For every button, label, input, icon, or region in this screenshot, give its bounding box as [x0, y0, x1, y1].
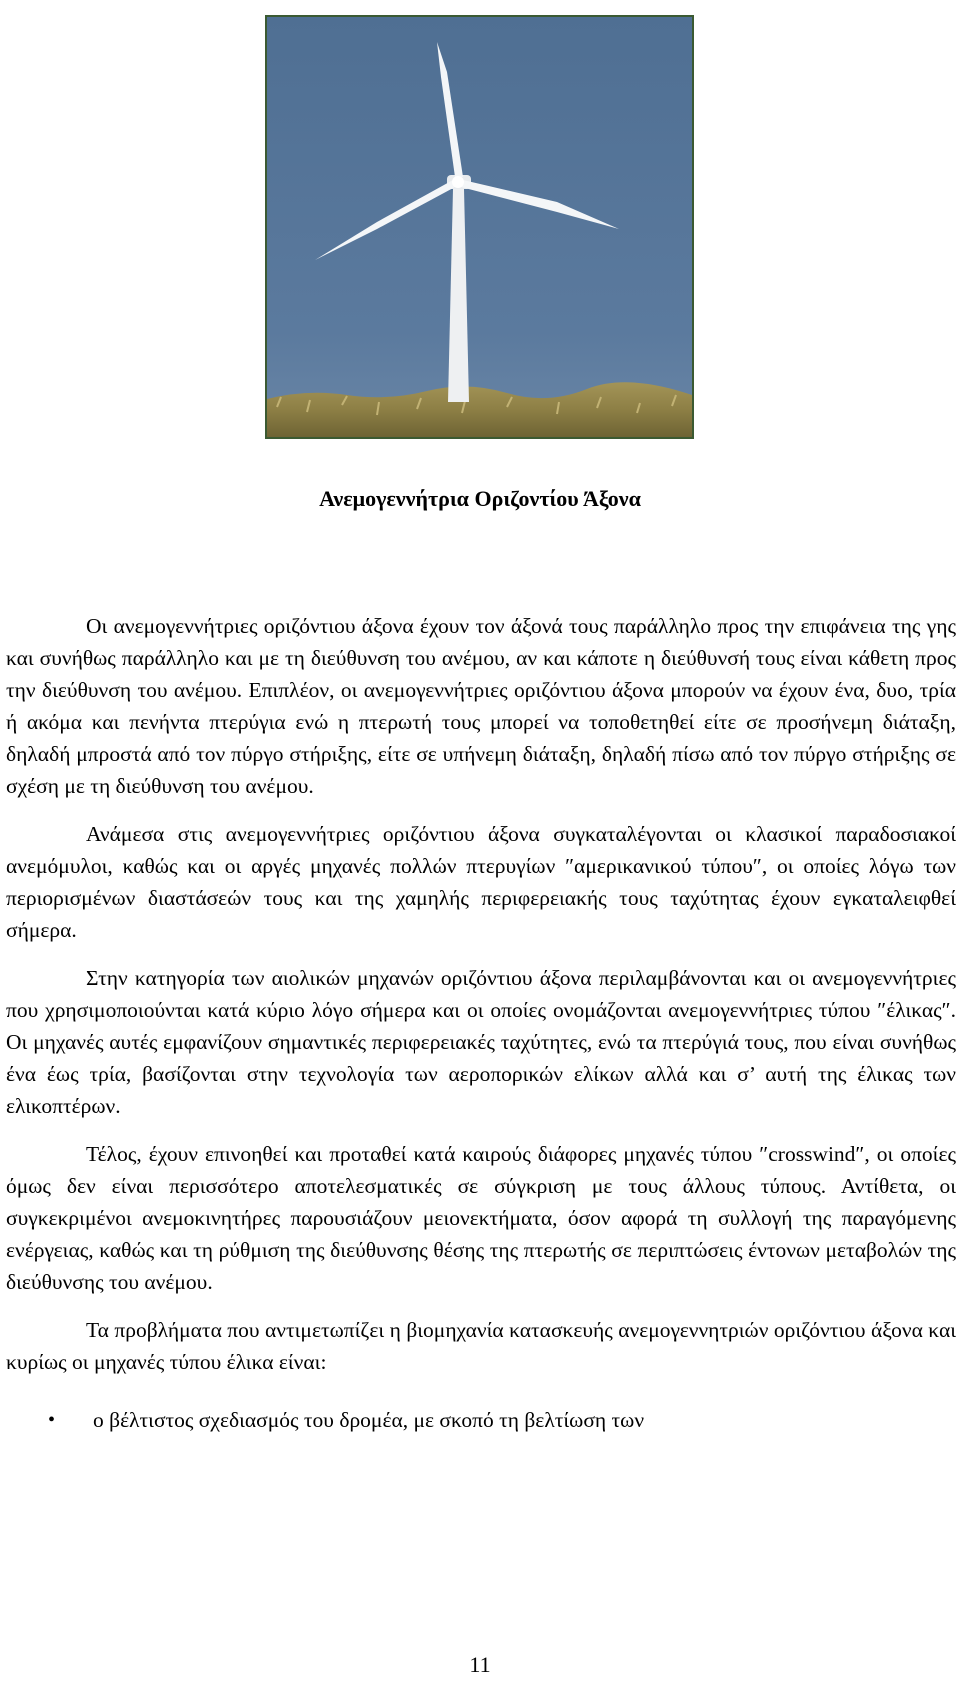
page-title: Ανεμογεννήτρια Οριζοντίου Άξονα [319, 486, 641, 511]
wind-turbine-figure [265, 15, 694, 439]
sky-area [267, 17, 692, 437]
paragraph-2: Ανάμεσα στις ανεμογεννήτριες οριζόντιου άξονα συγκαταλέγονται οι κλασικοί παραδοσιακοί ανεμόμυλοι, καθώς και οι αργές μηχανές πολλών πτερυγίων ″αμερικανικού τύπου″, οι οποίες λόγω των περιορισμένων διαστάσεών τους και της χαμηλής περιφερειακής τους ταχύτητας έχουν εγκαταλειφθεί σήμερα. [6, 822, 956, 942]
paragraph-4: Τέλος, έχουν επινοηθεί και προταθεί κατά καιρούς διάφορες μηχανές τύπου ″crosswind″, οι οποίες όμως δεν είναι περισσότερο αποτελεσματικές σε σύγκριση με τους άλλους τύπους. Αντίθετα, οι συγκεκριμένοι ανεμοκινητήρες παρουσιάζουν μειονεκτήματα, όσον αφορά τη συλλογή της παραγόμενης ενέργειας, καθώς και τη ρύθμιση της διεύθυνσης θέσης της πτερωτής σε περιπτώσεις έντονων μεταβολών της διεύθυνσης του ανέμου. [6, 1142, 956, 1294]
paragraph-1: Οι ανεμογεννήτριες οριζόντιου άξονα έχουν τον άξονά τους παράλληλο προς την επιφάνεια της γης και συνήθως παράλληλο και με τη διεύθυνση του ανέμου, αν και κάποτε η διεύθυνσή τους είναι κάθετη προς την διεύθυνση του ανέμου. Επιπλέον, οι ανεμογεννήτριες οριζόντιου άξονα μπορούν να έχουν ένα, δυο, τρία ή ακόμα και πενήντα πτερύγια ενώ η πτερωτή τους μπορεί να τοποθετηθεί είτε σε προσήνεμη διάταξη, δηλαδή μπροστά από τον πύργο στήριξης, είτε σε υπήνεμη διάταξη, δηλαδή πίσω από τον πύργο στήριξης σε σχέση με τη διεύθυνση του ανέμου. [6, 614, 956, 798]
page-number: 11 [469, 1652, 491, 1677]
paragraph-3: Στην κατηγορία των αιολικών μηχανών οριζόντιου άξονα περιλαμβάνονται και οι ανεμογεννήτριες που χρησιμοποιούνται κατά κύριο λόγο σήμερα και οι οποίες ονομάζονται ανεμογεννήτριες τύπου ″έλικας″. Οι μηχανές αυτές εμφανίζουν σημαντικές περιφερειακές ταχύτητες, ενώ τα πτερύγιά τους, που είναι συνήθως ένα έως τρία, βασίζονται στην τεχνολογία των αεροπορικών ελίκων αλλά και σ’ αυτή της έλικας των ελικοπτέρων. [6, 966, 956, 1118]
body-text [6, 610, 956, 1436]
wind-turbine-photo-icon [267, 17, 692, 437]
list-item-text: ο βέλτιστος σχεδιασμός του δρομέα, με σκοπό τη βελτίωση των [93, 1408, 645, 1432]
list-item [6, 1404, 956, 1436]
paragraph-5: Τα προβλήματα που αντιμετωπίζει η βιομηχανία κατασκευής ανεμογεννητριών οριζόντιου άξονα και κυρίως οι μηχανές τύπου έλικα είναι: [6, 1318, 956, 1374]
turbine-hub [452, 176, 464, 188]
bullet-list [6, 1404, 956, 1436]
bullet-icon: • [48, 1409, 56, 1431]
